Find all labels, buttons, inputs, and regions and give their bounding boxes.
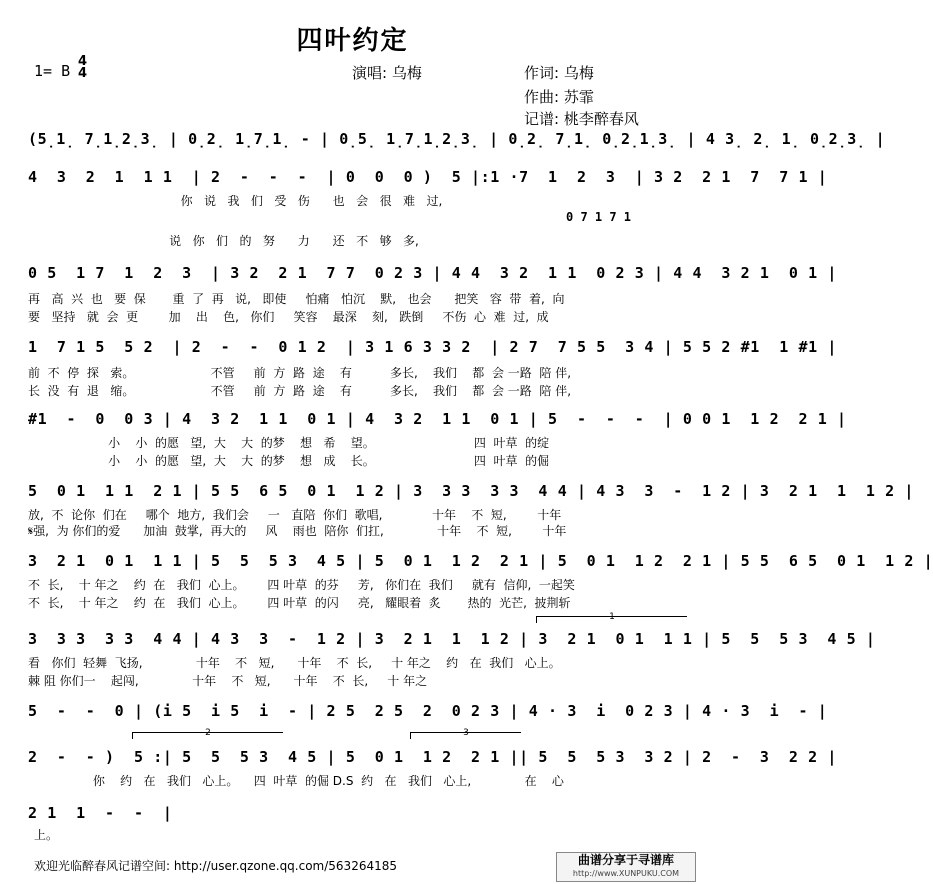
notation-line-11: 2 1 1 - - | — [28, 804, 173, 822]
lyric-line-8b: 棘 阻 你们一 起闯, 十年 不 短, 十年 不 长, 十 年之 — [28, 674, 428, 688]
lyric-line-4a: 前 不 停 探 索。 不管 前 方 路 途 有 多长, 我们 都 会 一路 陪 伴, — [28, 366, 572, 380]
lyric-line-7b: 不 长, 十 年之 约 在 我们 心上。 四 叶草 的闪 亮, 耀眼着 炙 热的 光芒, 披荆斩 — [28, 596, 571, 610]
notation-line-1: (5̣1̣ 7̣1̣2̣3̣ | 0̣2̣ 1̣7̣1̣ - | 0̣5̣ 1̣7̣1̣2̣3̣ | 0̣2̣ 7̣1̣ 0̣2̣1̣3̣ | 4 3̣ 2̣ 1̣ 0̣2̣3̣ | — [28, 130, 886, 148]
lyric-line-2a: 你 说 我 们 受 伤 也 会 很 难 过, — [28, 194, 443, 208]
time-signature — [78, 56, 87, 80]
lyric-line-6b: 𝄋强, 为 你们的爱 加油 鼓掌, 再大的 风 雨也 陪你 们扛, 十年 不 短, 十年 — [28, 524, 567, 538]
watermark-url: http://www.XUNPUKU.COM — [572, 869, 680, 878]
notation-line-2: 4 3 2 1 1 1 | 2 - - - | 0 0 0 ) 5 |:1 ·7 1 2 3 | 3 2 2 1 7 7 1 | — [28, 168, 828, 186]
meter-bottom: 4 — [78, 66, 88, 81]
volta-1: 1 — [536, 616, 687, 623]
notation-line-6: 5 0 1 1 1 2 1 | 5 5 6 5 0 1 1 2 | 3 3 3 3 3 4 4 | 4 3 3 - 1 2 | 3 2 1 1 1 2 | — [28, 482, 915, 500]
volta-2: 2 — [132, 732, 283, 739]
lyric-line-2b: 说 你 们 的 努 力 还 不 够 多, — [28, 234, 419, 248]
lyric-line-7a: 不 长, 十 年之 约 在 我们 心上。 四 叶草 的芬 芳, 你们在 我们 就有 信仰, 一起笑 — [28, 578, 575, 592]
lyric-line-10a: 你 约 在 我们 心上。 四 叶草 的倔 D.S 约 在 我们 心上, 在 心 — [28, 774, 564, 788]
lyric-line-5a: 小 小 的愿 望, 大 大 的梦 想 希 望。 四 叶草 的绽 — [28, 436, 550, 450]
lyric-line-3b: 要 坚持 就 会 更 加 出 色, 你们 笑容 最深 刻, 跌倒 不伤 心 难 过, 成 — [28, 310, 549, 324]
notation-line-3: 0 5 1 7 1 2 3 | 3 2 2 1 7 7 0 2 3 | 4 4 3 2 1 1 0 2 3 | 4 4 3 2 1 0 1 | — [28, 264, 837, 282]
key-signature: 1= B — [34, 62, 71, 80]
lyric-line-5b: 小 小 的愿 望, 大 大 的梦 想 成 长。 四 叶草 的倔 — [28, 454, 550, 468]
watermark-badge — [556, 852, 696, 882]
alt-notes: 0 7 1 7 1 — [566, 210, 632, 224]
notation-line-9: 5 - - 0 | (i 5 i 5 i - | 2 5 2 5 2 0 2 3 | 4 · 3 i 0 2 3 | 4 · 3 i - | — [28, 702, 828, 720]
lyric-line-8a: 看 你们 轻舞 飞扬, 十年 不 短, 十年 不 长, 十 年之 约 在 我们 心上。 — [28, 656, 561, 670]
watermark-title: 曲谱分享于寻谱库 — [577, 853, 674, 867]
notation-line-10: 2 - - ) 5 :| 5 5 5 3 4 5 | 5 0 1 1 2 2 1 || 5 5 5 3 3 2 | 2 - 3 2 2 | — [28, 748, 837, 766]
notation-line-4: 1 7 1 5 5 2 | 2 - - 0 1 2 | 3 1 6 3 3 2 | 2 7 7 5 5 3 4 | 5 5 2 #1 1 #1 | — [28, 338, 837, 356]
lyricist-credit: 作词: 乌梅 — [524, 64, 594, 82]
composer-credit: 作曲: 苏霏 — [524, 88, 594, 106]
lyric-line-11a: 上。 — [34, 828, 59, 842]
lyric-line-6a: 放, 不 论你 们在 哪个 地方, 我们会 一 直陪 你们 歌唱, 十年 不 短, 十年 — [28, 508, 562, 522]
transcriber-credit: 记谱: 桃李醉春风 — [524, 110, 639, 128]
notation-line-7: 3 2 1 0 1 1 1 | 5 5 5 3 4 5 | 5 0 1 1 2 2 1 | 5 0 1 1 2 2 1 | 5 5 6 5 0 1 1 2 | — [28, 552, 933, 570]
lyric-line-3a: 再 高 兴 也 要 保 重 了 再 说, 即使 怕痛 怕沉 默, 也会 把笑 容 带 着, 向 — [28, 292, 565, 306]
meter-top: 4 — [78, 54, 88, 69]
singer-credit: 演唱: 乌梅 — [352, 64, 422, 82]
notation-line-8: 3 3 3 3 3 4 4 | 4 3 3 - 1 2 | 3 2 1 1 1 2 | 3 2 1 0 1 1 1 | 5 5 5 3 4 5 | — [28, 630, 876, 648]
lyric-line-4b: 长 没 有 退 缩。 不管 前 方 路 途 有 多长, 我们 都 会 一路 陪 伴, — [28, 384, 572, 398]
song-title: 四叶约定 — [296, 26, 409, 56]
footer-link-text: 欢迎光临醉春风记谱空间: http://user.qzone.qq.com/563264185 — [34, 859, 398, 873]
volta-3: 3 — [410, 732, 521, 739]
notation-line-5: #1 - 0 0 3 | 4 3 2 1 1 0 1 | 4 3 2 1 1 0 1 | 5 - - - | 0 0 1 1 2 2 1 | — [28, 410, 847, 428]
